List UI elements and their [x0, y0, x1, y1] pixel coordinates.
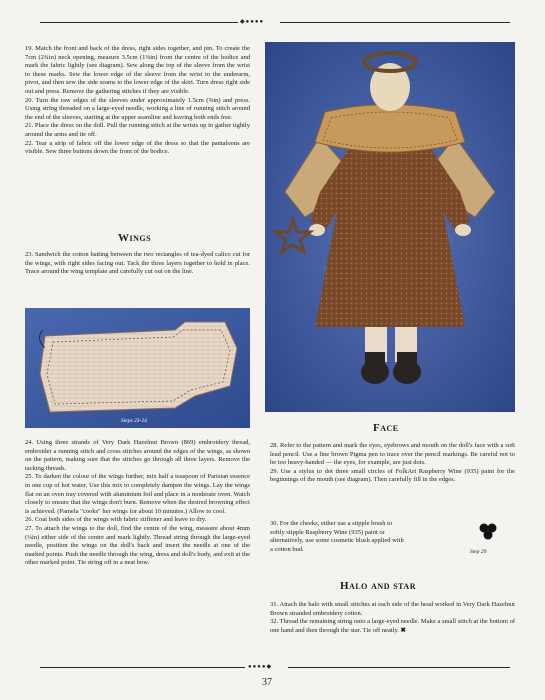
step-19: 19. Match the front and back of the dress, right sides together, and pin. To create the 7cm (2¾in) neck opening, measure 3.5cm (1⅜in) from the centre of the bodice and mark the fabric lightly (see diagram). Sew along the top of the sleeve from the wrist to these marks. Sew the lower edge of the sleeve from the wrist to the underarm, pivot, and then sew the side seams to the lower edge of the skirt. Turn dress right side out and press. Remove the gathering stitches if they are visible.: [25, 45, 250, 95]
step-24: 24. Using three strands of Very Dark Hazelnut Brown (869) embroidery thread, embroider a running stitch and cross stitches around the edges of the wings, as shown on the pattern, making sure that the stitches go through all three layers. Remove the tacking threads.: [25, 439, 250, 472]
face-heading: Face: [373, 422, 399, 434]
step-29: 29. Use a stylus to dot three small circles of FolkArt Raspberry Wine (935) paint for the beginnings of the mouth (see diagram). Then carefully fill in the edges.: [270, 467, 515, 484]
step-23: 23. Sandwich the cotton batting between the two rectangles of tea-dyed calico cut for the wings, with right sides facing out. Tack the three layers together to hold in place. Trace around the wing template and carefully cut out on the line.: [25, 251, 250, 276]
step-30-line-4: a cotton bud.: [270, 545, 304, 553]
bottom-rule-left: [40, 667, 245, 668]
step-26: 26. Coat both sides of the wings with fabric stiffener and leave to dry.: [25, 516, 207, 524]
step-30-text: [270, 520, 455, 554]
mouth-diagram: [476, 522, 500, 544]
bottom-ornament: ●●●●◆: [248, 664, 273, 670]
step-21: 21. Place the dress on the doll. Pull the running stitch at the wrists up to gather tightly around the arms and tie off.: [25, 122, 250, 138]
page-number: 37: [262, 677, 272, 688]
step-30-line-3: alternatively, use some cosmetic blush applied with: [270, 537, 404, 545]
face-text: [270, 442, 515, 485]
top-rule-left: [40, 22, 238, 23]
doll-photo: [265, 42, 515, 412]
step-32: [270, 618, 515, 635]
end-mark: ✖: [400, 626, 406, 634]
halo-heading: Halo and star: [340, 580, 416, 592]
step-31: 31. Attach the halo with small stitches at each side of the head worked in Very Dark Hazelnut Brown stranded embroidery cotton.: [270, 601, 515, 617]
step-30-line-1: 30. For the cheeks, either use a stipple brush to: [270, 520, 393, 527]
step-28: 28. Refer to the pattern and mark the eyes, eyebrows and mouth on the doll's face with a soft lead pencil. Use a fine brown Pigma pen to trace over the pencil markings. Be careful not to be too heavy-handed — the eyes, for example, are just dots.: [270, 442, 515, 467]
left-top-text: [25, 45, 250, 157]
step-32-text: 32. Thread the remaining string onto a large-eyed needle. Make a small stitch at the bottom of one hand and then through the star. Tie off neatly.: [270, 618, 515, 634]
wings-text: [25, 251, 250, 277]
wings-photo: [25, 308, 250, 428]
step-30-line-2: softly stipple Raspberry Wine (935) paint or: [270, 528, 385, 536]
wings-illustration: [25, 308, 250, 428]
wings-heading: Wings: [118, 232, 152, 244]
halo-text: [270, 601, 515, 635]
step-29-label: Step 29: [470, 549, 487, 555]
step-20: 20. Turn the raw edges of the sleeves under approximately 1.5cm (⅝in) and press. Using string threaded on a large-eyed needle, working a line of running stitch around the end of the sleeves, starting at the upper seamline and leaving both ends free.: [25, 96, 250, 121]
bottom-rule-right: [288, 667, 510, 668]
wings-caption: Steps 23-24: [121, 418, 147, 424]
step-25: 25. To darken the colour of the wings further, mix half a teaspoon of Parisian essence in one cup of hot water. Use this mix to completely dampen the wings. Lay the wings flat on an oven tray covered with aluminium foil and place in a moderate oven. Watch closely to ensure that the wings don't burn. Remove when the desired browning effect is achieved. (Pamela "cooks" her wings for about 10 minutes.) Allow to cool.: [25, 473, 250, 515]
step-22: 22. Tear a strip of fabric off the lower edge of the dress so that the pantaloons are visible. Sew three buttons down the front of the bodice.: [25, 139, 250, 156]
top-rule-right: [280, 22, 510, 23]
step-27: 27. To attach the wings to the doll, find the centre of the wing, measure about 4mm (¼in) either side of the centre and mark lightly. Thread string through the large-eyed needle, position the wings on the doll's back and insert the needle at one of the marked points. Push the needle through the wing, dress and doll's body, and exit at the other marked point. Tie string off in a neat bow.: [25, 524, 250, 567]
doll-illustration: [265, 42, 515, 412]
top-ornament: ◆●●●●: [240, 19, 265, 25]
left-bottom-text: [25, 439, 250, 568]
